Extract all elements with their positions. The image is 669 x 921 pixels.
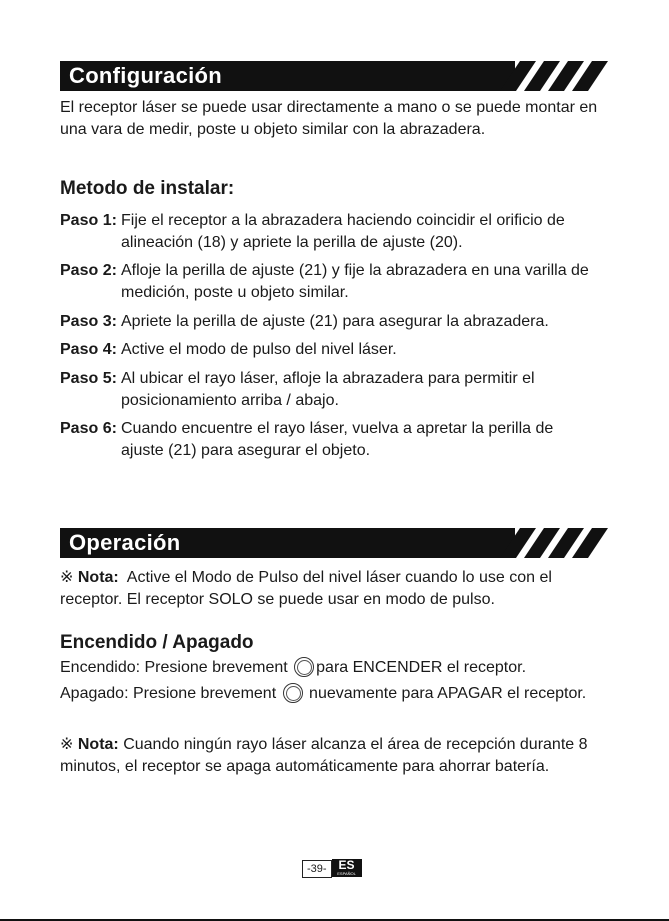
step-label: Paso 1: (60, 212, 117, 229)
power-button-icon (294, 657, 314, 677)
step-text: Afloje la perilla de ajuste (21) y fije la abrazadera en una varilla de medición, poste u objeto similar. (121, 262, 589, 301)
diagonal-stripes-icon (500, 61, 610, 91)
language-code: ES (338, 858, 355, 872)
power-heading: Encendido / Apagado (60, 632, 254, 653)
step-1 (60, 210, 600, 253)
diagonal-stripes-icon (500, 528, 610, 558)
power-off-instruction (60, 683, 600, 705)
step-text: Al ubicar el rayo láser, afloje la abrazadera para permitir el posicionamiento arriba / abajo. (121, 370, 535, 409)
operation-note-2 (60, 734, 600, 777)
off-suffix: nuevamente para APAGAR el receptor. (309, 685, 587, 702)
power-on-instruction (60, 657, 600, 679)
step-label: Paso 4: (60, 341, 117, 358)
on-suffix: para ENCENDER el receptor. (316, 659, 527, 676)
step-2 (60, 260, 600, 303)
reference-mark-icon: ※ (60, 736, 74, 753)
config-title: Configuración (69, 63, 223, 88)
step-6 (60, 418, 600, 461)
step-label: Paso 5: (60, 370, 117, 387)
config-intro: El receptor láser se puede usar directamente a mano o se puede montar en una vara de medir, poste u objeto similar con la abrazadera. (60, 99, 598, 138)
step-label: Paso 2: (60, 262, 117, 279)
note-text: Cuando ningún rayo láser alcanza el área de recepción durante 8 minutos, el receptor se apaga automáticamente para ahorrar batería. (60, 736, 588, 775)
step-4 (60, 339, 600, 361)
operation-section-header (60, 528, 608, 558)
step-5 (60, 368, 600, 411)
reference-mark-icon: ※ (60, 569, 74, 586)
language-name: ESPAÑOL (337, 871, 356, 876)
step-text: Cuando encuentre el rayo láser, vuelva a apretar la perilla de ajuste (21) para asegurar el objeto. (121, 420, 554, 459)
operation-title: Operación (69, 530, 181, 555)
note-label: Nota: (77, 736, 119, 753)
off-prefix: Apagado: Presione brevement (60, 685, 277, 702)
step-text: Apriete la perilla de ajuste (21) para asegurar la abrazadera. (121, 313, 549, 330)
step-3 (60, 311, 600, 333)
language-badge (332, 859, 362, 877)
note-text: Active el Modo de Pulso del nivel láser cuando lo use con el receptor. El receptor SOLO se puede usar en modo de pulso. (60, 569, 552, 608)
step-text: Fije el receptor a la abrazadera haciendo coincidir el orificio de alineación (18) y apriete la perilla de ajuste (20). (121, 212, 565, 251)
step-text: Active el modo de pulso del nivel láser. (121, 341, 397, 358)
page-footer (302, 859, 362, 877)
power-button-icon (283, 683, 303, 703)
page-number: -39- (302, 860, 332, 878)
step-label: Paso 3: (60, 313, 117, 330)
method-heading: Metodo de instalar: (60, 178, 235, 199)
step-label: Paso 6: (60, 420, 117, 437)
on-prefix: Encendido: Presione brevement (60, 659, 288, 676)
operation-note-1 (60, 567, 600, 610)
config-section-header (60, 61, 608, 91)
note-label: Nota: (77, 569, 119, 586)
